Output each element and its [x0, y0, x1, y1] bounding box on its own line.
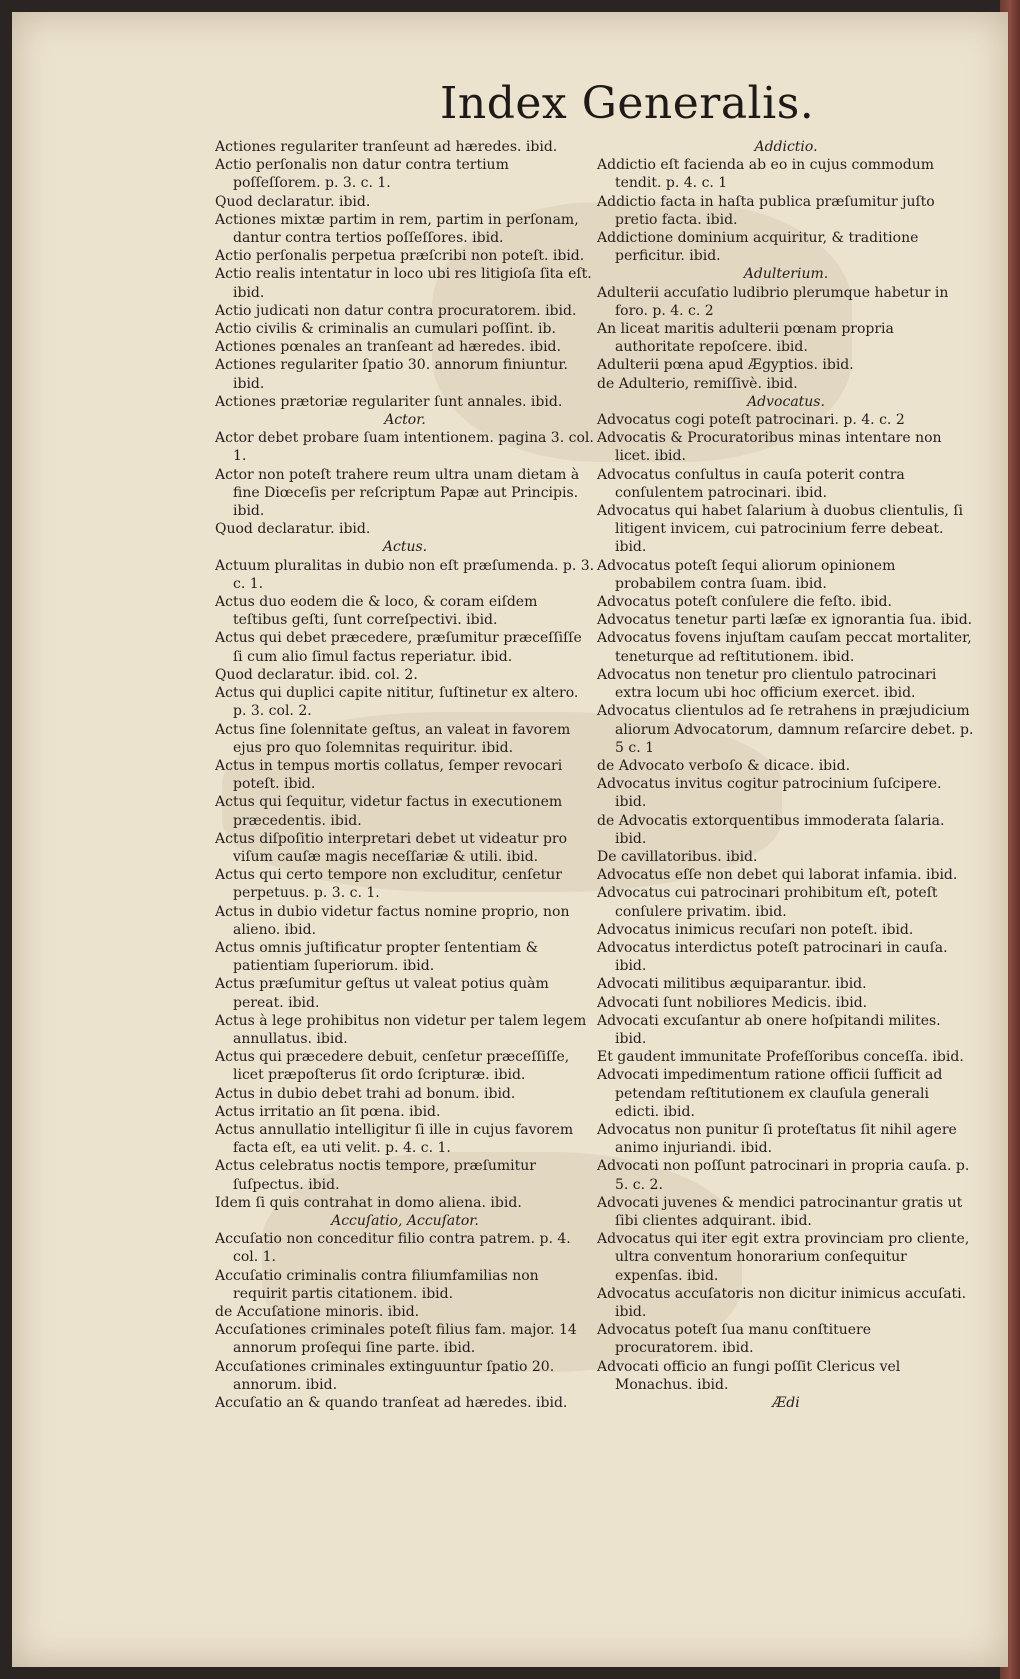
index-entry: de Advocatis extorquentibus immoderata ſalaria. ibid. — [597, 812, 945, 847]
index-entry: Quod declaratur. ibid. — [215, 521, 371, 538]
index-heading: Addictio. — [754, 139, 818, 155]
index-entry: Advocati juvenes & mendici patrocinantur gratis ut ſibi clientes adquirant. ibid. — [597, 1194, 963, 1229]
index-entry: Actus irritatio an ſit pœna. ibid. — [215, 1103, 441, 1120]
index-entry: Advocatus cui patrocinari prohibitum eſt, poteſt conſulere privatim. ibid. — [597, 885, 938, 920]
index-entry: Idem ſi quis contrahat in domo aliena. ibid. — [215, 1194, 522, 1211]
index-entry: Addictio eſt facienda ab eo in cujus commodum tendit. p. 4. c. 1 — [597, 157, 935, 192]
index-entry: Actus in dubio videtur factus nomine proprio, non alieno. ibid. — [215, 903, 570, 938]
index-entry: Advocatus accuſatoris non dicitur inimicus accuſati. ibid. — [597, 1285, 967, 1320]
index-entry: Actus qui debet præcedere, præſumitur præceſſiſſe ſi cum alio ſimul factus reperiatur. ibid. — [215, 630, 582, 665]
index-entry: Advocati excuſantur ab onere hoſpitandi milites. ibid. — [597, 1012, 941, 1047]
index-entry: Advocatus fovens injuſtam cauſam peccat mortaliter, teneturque ad reſtitutionem. ibid. — [597, 630, 972, 665]
index-heading: Accuſatio, Accuſator. — [331, 1212, 479, 1229]
index-entry: Adulterii accuſatio ludibrio plerumque habetur in foro. p. 4. c. 2 — [597, 284, 949, 319]
index-entry: Actio perſonalis non datur contra tertium poſſeſſorem. p. 3. c. 1. — [215, 157, 509, 192]
index-entry: Actuum pluralitas in dubio non eſt præſumenda. p. 3. c. 1. — [215, 557, 595, 592]
index-entry: Advocati officio an fungi poſſit Clericus vel Monachus. ibid. — [597, 1358, 901, 1393]
index-entry: Actiones pœnales an tranſeant ad hæredes. ibid. — [215, 339, 561, 356]
index-column-right — [597, 138, 975, 1412]
index-entry: Quod declaratur. ibid. col. 2. — [215, 666, 418, 683]
index-heading: Actor. — [384, 412, 426, 429]
index-heading: Ædi — [772, 1395, 800, 1412]
index-entry: Actiones prætoriæ regulariter ſunt annales. ibid. — [215, 393, 563, 410]
index-entry: Actiones regulariter ſpatio 30. annorum finiuntur. ibid. — [215, 357, 568, 392]
index-entry: Advocatus eſſe non debet qui laborat infamia. ibid. — [597, 867, 958, 884]
index-heading: Adulterium. — [743, 266, 829, 283]
index-heading: Actus. — [382, 539, 428, 556]
index-entry: Advocati non poſſunt patrocinari in propria cauſa. p. 5. c. 2. — [597, 1158, 970, 1193]
index-entry: Advocatus poteſt conſulere die feſto. ibid. — [597, 594, 892, 611]
page-title: Index Generalis. — [440, 78, 815, 129]
index-entry: Actio realis intentatur in loco ubi res litigioſa ſita eſt. ibid. — [215, 266, 592, 301]
index-entry: Actus ſine ſolennitate geſtus, an valeat in favorem ejus pro quo ſolemnitas requiritur. ibid. — [215, 721, 571, 756]
index-entry: Advocatus interdictus poteſt patrocinari in cauſa. ibid. — [597, 939, 948, 975]
index-entry: Addictio facta in haſta publica præſumitur juſto pretio facta. ibid. — [597, 193, 935, 228]
index-entry: Accuſatio an & quando tranſeat ad hæredes. ibid. — [215, 1395, 568, 1412]
index-entry: Advocatus poteſt ſequi aliorum opinionem probabilem contra ſuam. ibid. — [597, 557, 896, 592]
index-entry: Actiones mixtæ partim in rem, partim in perſonam, dantur contra tertios poſſeſſores. ibid. — [215, 211, 579, 247]
index-entry: Addictione dominium acquiritur, & traditione perficitur. ibid. — [597, 230, 919, 265]
index-entry: Actor debet probare ſuam intentionem. pagina 3. col. 1. — [215, 430, 594, 465]
index-entry: Advocatis & Procuratoribus minas intentare non licet. ibid. — [597, 430, 942, 465]
index-entry: Actus diſpoſitio interpretari debet ut videatur pro viſum cauſæ magis neceſſariæ & utili. ibid. — [215, 830, 568, 865]
index-entry: Actus in tempus mortis collatus, ſemper revocari poteſt. ibid. — [215, 757, 563, 793]
index-entry: Advocatus tenetur parti læſæ ex ignorantia ſua. ibid. — [597, 612, 973, 629]
index-entry: Accuſatio criminalis contra filiumfamilias non requirit partis citationem. ibid. — [215, 1267, 539, 1302]
index-entry: Actus à lege prohibitus non videtur per talem legem annullatus. ibid. — [215, 1012, 587, 1047]
index-entry: Advocatus clientulos ad ſe retrahens in præjudicium aliorum Advocatorum, damnum reſarcire debet. p. 5 c. 1 — [597, 703, 974, 756]
index-entry: Advocatus qui iter egit extra provinciam pro cliente, ultra conventum honorarium conſequitur expenſas. ibid. — [597, 1231, 970, 1284]
index-entry: de Accuſatione minoris. ibid. — [215, 1304, 420, 1320]
index-entry: Actio civilis & criminalis an cumulari poſſint. ib. — [215, 321, 556, 338]
index-entry: Advocatus qui habet ſalarium à duobus clientulis, ſi litigent invicem, cui patrocinium ferre debeat. ibid. — [597, 503, 963, 556]
index-entry: De cavillatoribus. ibid. — [597, 848, 758, 865]
index-entry: Actus omnis juſtificatur propter ſententiam & patientiam ſuperiorum. ibid. — [215, 939, 539, 975]
index-entry: de Adulterio, remiſſivè. ibid. — [597, 375, 798, 392]
index-entry: Accuſatio non conceditur filio contra patrem. p. 4. col. 1. — [215, 1231, 571, 1266]
index-entry: Advocatus cogi poteſt patrocinari. p. 4. c. 2 — [597, 412, 905, 429]
index-entry: Actus qui præcedere debuit, cenſetur præceſſiſſe, licet præpoſterus ſit ordo ſcripturæ. ibid. — [215, 1049, 570, 1084]
index-entry: de Advocato verboſo & dicace. ibid. — [597, 757, 851, 774]
index-entry: Actus celebratus noctis tempore, præſumitur ſuſpectus. ibid. — [215, 1158, 536, 1193]
index-entry: Accuſationes criminales poteſt filius fam. major. 14 annorum proſequi ſine parte. ibid. — [215, 1322, 577, 1357]
index-entry: Advocatus poteſt ſua manu conſtituere procuratorem. ibid. — [597, 1322, 872, 1357]
index-entry: Accuſationes criminales extinguuntur ſpatio 20. annorum. ibid. — [215, 1358, 555, 1393]
index-entry: Actus in dubio debet trahi ad bonum. ibid. — [215, 1085, 516, 1102]
index-heading: Advocatus. — [747, 393, 825, 410]
index-entry: Actus qui certo tempore non excluditur, cenſetur perpetuus. p. 3. c. 1. — [215, 867, 562, 902]
index-entry: Advocatus non punitur ſi proteſtatus ſit nihil agere animo injuriandi. ibid. — [597, 1121, 957, 1157]
index-entry: Actus annullatio intelligitur ſi ille in cujus favorem facta eſt, ea uti velit. p. 4. c. 1. — [215, 1121, 574, 1157]
index-column-left — [215, 138, 595, 1412]
index-entry: Et gaudent immunitate Profeſſoribus conceſſa. ibid. — [597, 1049, 964, 1066]
index-entry: Actio perſonalis perpetua præſcribi non poteſt. ibid. — [215, 248, 585, 265]
index-entry: Actio judicati non datur contra procuratorem. ibid. — [215, 302, 577, 319]
index-entry: Actiones regulariter tranſeunt ad hæredes. ibid. — [215, 139, 558, 155]
index-entry: Actus præſumitur geſtus ut valeat potius quàm pereat. ibid. — [215, 976, 549, 1011]
index-entry: Actus duo eodem die & loco, & coram eiſdem teſtibus geſti, ſunt correſpectivi. ibid. — [215, 594, 538, 629]
index-entry: Advocati militibus æquiparantur. ibid. — [597, 976, 867, 993]
index-entry: Actus qui duplici capite nititur, ſuſtinetur ex altero. p. 3. col. 2. — [215, 685, 579, 720]
index-entry: An liceat maritis adulterii pœnam propria authoritate repoſcere. ibid. — [597, 321, 894, 356]
index-entry: Advocatus invitus cogitur patrocinium ſuſcipere. ibid. — [597, 776, 942, 811]
index-entry: Advocatus non tenetur pro clientulo patrocinari extra locum ubi hoc officium exercet. ibid. — [597, 666, 937, 702]
index-entry: Actor non poteſt trahere reum ultra unam dietam à fine Diœceſis per reſcriptum Papæ aut Principis. ibid. — [215, 466, 580, 520]
index-entry: Quod declaratur. ibid. — [215, 193, 371, 210]
index-entry: Adulterii pœna apud Ægyptios. ibid. — [597, 357, 854, 374]
index-entry: Advocati impedimentum ratione officii ſufficit ad petendam reſtitutionem ex clauſula generali edicti. ibid. — [597, 1067, 943, 1120]
index-entry: Advocatus conſultus in cauſa poterit contra conſulentem patrocinari. ibid. — [597, 466, 905, 501]
index-entry: Actus qui ſequitur, videtur factus in executionem præcedentis. ibid. — [215, 794, 563, 829]
index-entry: Advocatus inimicus recuſari non poteſt. ibid. — [597, 921, 914, 938]
index-entry: Advocati ſunt nobiliores Medicis. ibid. — [597, 994, 868, 1011]
